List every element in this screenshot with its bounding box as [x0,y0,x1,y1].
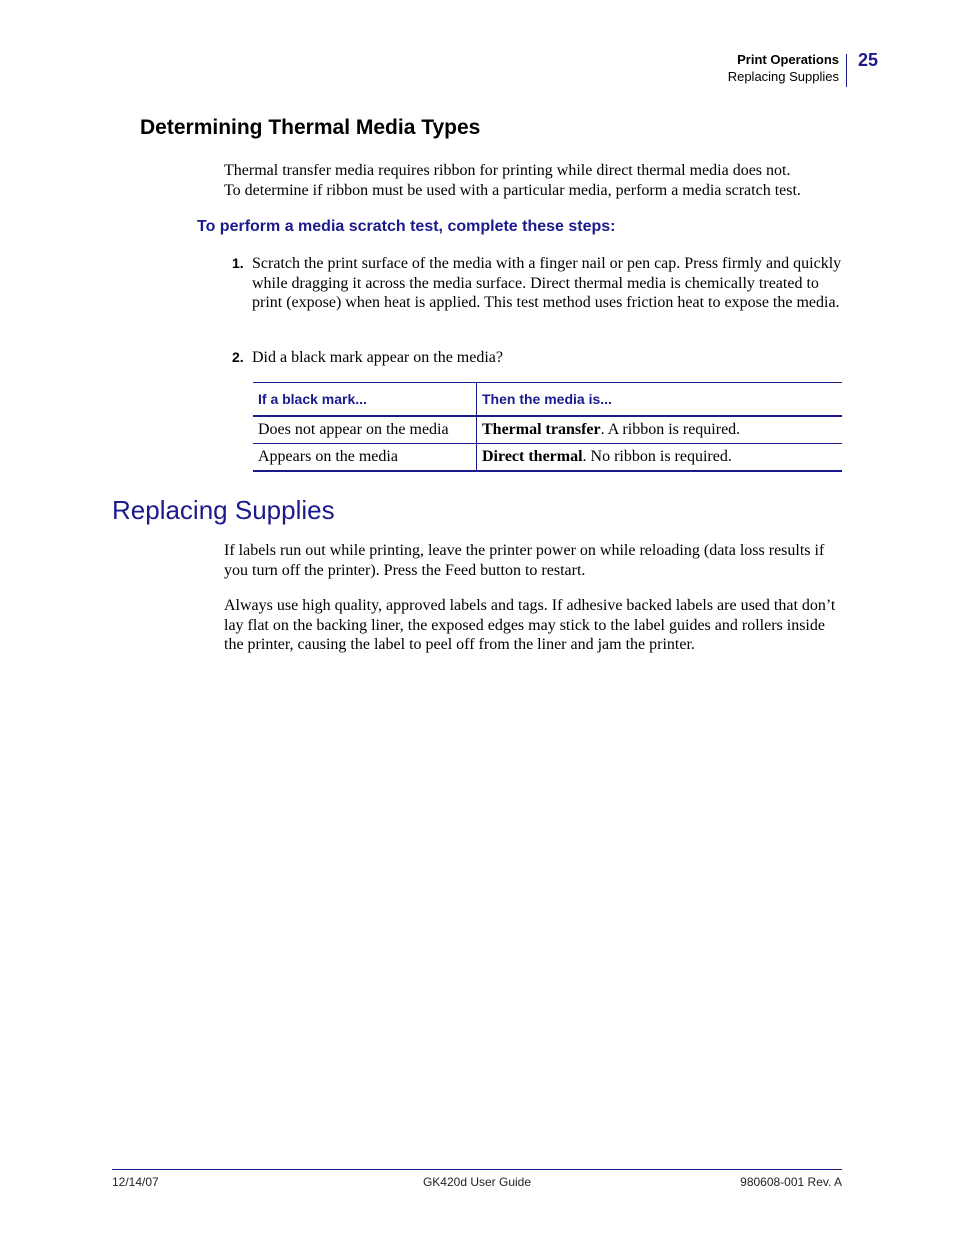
step-text: Scratch the print surface of the media with a finger nail or pen cap. Press firmly and quickly while dragging it across the media surface. Direct thermal media is chemically treated to print (expose) when heat is applied. This test method uses friction heat to expose the media. [252,255,842,311]
header-chapter: Print Operations [737,52,839,67]
table-cell-result [477,444,843,472]
table-header-result: Then the media is... [477,383,843,417]
running-header [728,51,839,85]
step-item [232,254,844,313]
table-header-row [253,383,842,417]
scratch-test-table [253,382,842,472]
footer-date: 12/14/07 [112,1175,159,1189]
result-note: . No ribbon is required. [582,448,732,465]
footer-divider [112,1169,842,1170]
table-cell-result [477,416,843,444]
result-note: . A ribbon is required. [600,421,741,438]
table-row [253,416,842,444]
page-number: 25 [858,50,879,70]
thermal-intro [224,161,844,200]
table-cell-condition: Appears on the media [253,444,477,472]
header-divider [846,54,847,87]
result-type: Direct thermal [482,448,583,465]
table-cell-condition: Does not appear on the media [253,416,477,444]
result-type: Thermal transfer [482,421,601,438]
step-number: 1. [232,255,244,271]
footer-title: GK420d User Guide [422,1175,532,1189]
replacing-paragraph-2: Always use high quality, approved labels and tags. If adhesive backed labels are used that don’t lay flat on the backing liner, the exposed edges may stick to the label guides and rollers inside the printer, causing the label to peel off from the liner and jam the printer. [224,597,836,653]
procedure-title: To perform a media scratch test, complete these steps: [197,218,616,235]
intro-line-2: To determine if ribbon must be used with a particular media, perform a media scratch test. [224,181,801,199]
step-number: 2. [232,349,244,365]
table-header-condition: If a black mark... [253,383,477,417]
footer-doc-number: 980608-001 Rev. A [740,1175,842,1189]
step-text: Did a black mark appear on the media? [252,349,503,366]
replacing-paragraph-1: If labels run out while printing, leave the printer power on while reloading (data loss results if you turn off the printer). Press the Feed button to restart. [224,542,825,579]
intro-line-1: Thermal transfer media requires ribbon for printing while direct thermal media does not. [224,162,791,179]
header-section: Replacing Supplies [727,69,839,84]
table-row [253,444,842,472]
step-item [232,348,844,368]
thermal-heading: Determining Thermal Media Types [140,116,481,139]
replacing-heading: Replacing Supplies [112,495,335,525]
